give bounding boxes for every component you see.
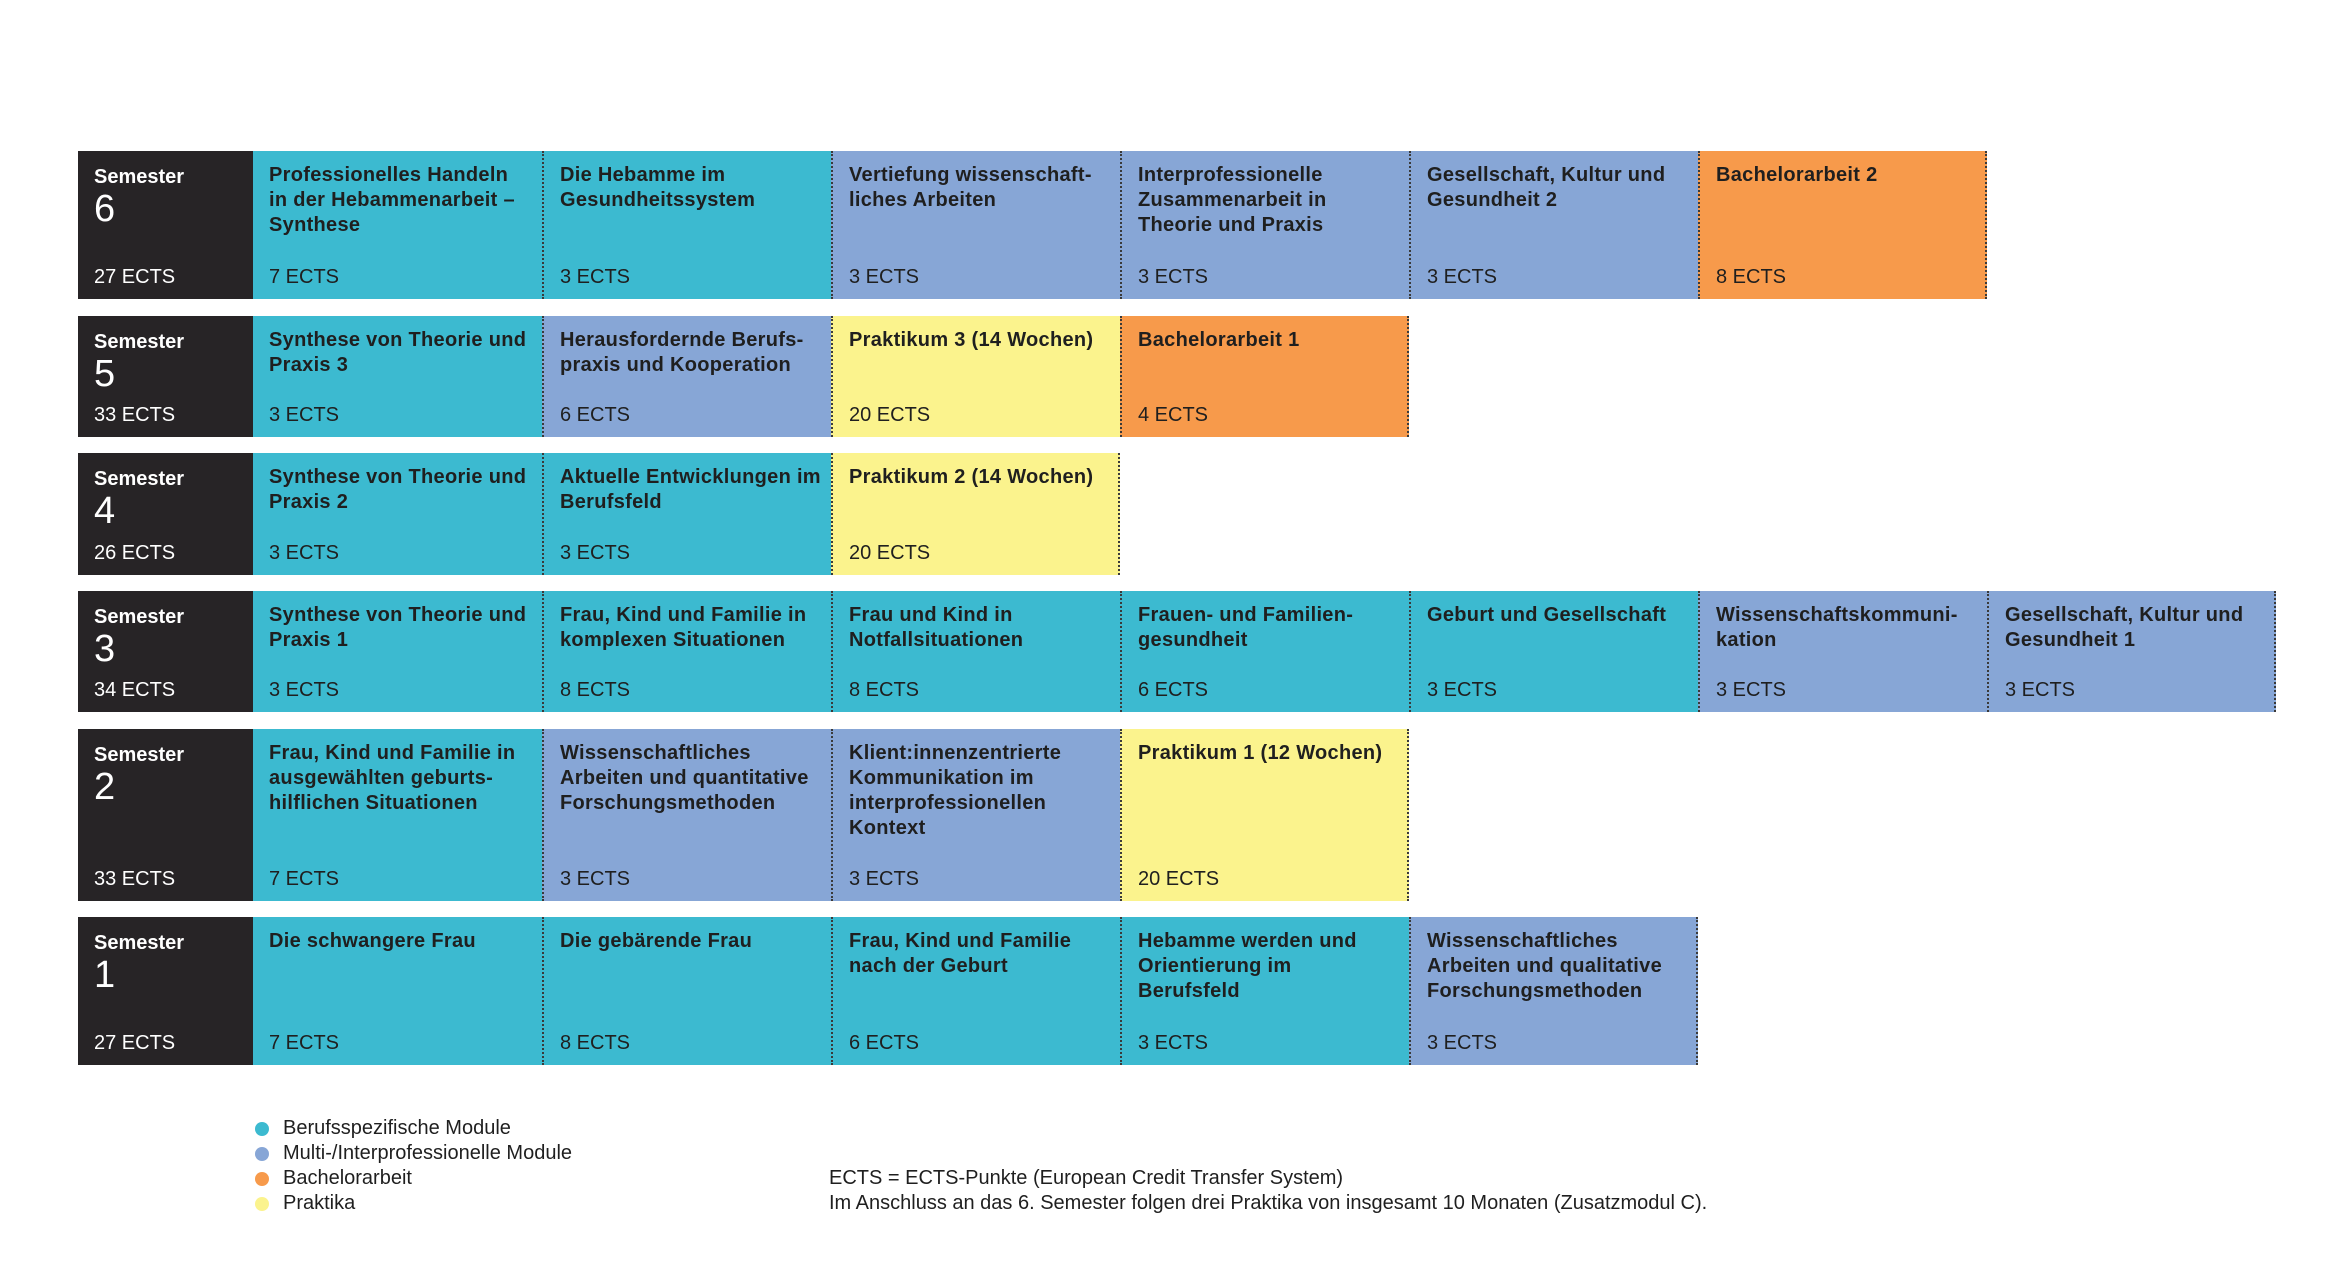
semester-label: Semester <box>94 468 185 490</box>
semester-header <box>78 591 253 712</box>
module-cell <box>1987 591 2276 712</box>
module-cell <box>253 316 542 437</box>
module-ects: 3 ECTS <box>560 868 631 890</box>
module-ects: 3 ECTS <box>2005 679 2076 701</box>
module-cell <box>542 591 831 712</box>
semester-row-1 <box>78 917 1698 1065</box>
legend-label: Praktika <box>283 1192 356 1214</box>
module-cell <box>253 453 542 575</box>
module-cell <box>831 729 1120 901</box>
module-cell <box>831 453 1120 575</box>
module-cell <box>542 917 831 1065</box>
module-title: Wissenschaftskommuni-kation <box>1716 604 1958 651</box>
module-cell <box>253 591 542 712</box>
module-cell <box>831 591 1120 712</box>
module-ects: 8 ECTS <box>849 679 920 701</box>
module-ects: 6 ECTS <box>849 1032 920 1054</box>
semester-row-6 <box>78 151 1987 299</box>
module-cell <box>542 151 831 299</box>
module-cell <box>831 316 1120 437</box>
module-ects: 3 ECTS <box>1138 266 1209 288</box>
module-title: Frauen- und Familien-gesundheit <box>1138 604 1354 651</box>
module-ects: 7 ECTS <box>269 266 340 288</box>
module-ects: 3 ECTS <box>1716 679 1787 701</box>
module-ects: 8 ECTS <box>560 1032 631 1054</box>
module-title: Die schwangere Frau <box>269 930 476 952</box>
module-ects: 3 ECTS <box>560 542 631 564</box>
module-cell <box>542 729 831 901</box>
module-ects: 3 ECTS <box>269 404 340 426</box>
module-cell <box>1409 591 1698 712</box>
semester-header <box>78 917 253 1065</box>
module-title: Die Hebamme im Gesundheitssystem <box>560 164 756 211</box>
semester-label: Semester <box>94 744 185 766</box>
footnote <box>829 1166 1707 1216</box>
semester-header <box>78 316 253 437</box>
module-ects: 6 ECTS <box>560 404 631 426</box>
module-ects: 3 ECTS <box>849 868 920 890</box>
semester-row-3 <box>78 591 2276 712</box>
module-cell <box>1409 151 1698 299</box>
legend-label: Berufsspezifische Module <box>283 1117 511 1139</box>
module-title: Aktuelle Entwicklungen im Berufsfeld <box>560 466 821 513</box>
module-title: Wissenschaftliches Arbeiten und qualitative Forschungsmethoden <box>1427 930 1663 1002</box>
legend-item-berufsspezifisch <box>255 1116 572 1141</box>
module-cell <box>1120 917 1409 1065</box>
module-ects: 3 ECTS <box>1427 679 1498 701</box>
legend-dot-icon <box>255 1172 269 1186</box>
module-title: Hebamme werden und Orientierung im Berufsfeld <box>1138 930 1357 1002</box>
module-title: Wissenschaftliches Arbeiten und quantitative Forschungsmethoden <box>560 742 809 814</box>
semester-label: Semester <box>94 331 185 353</box>
module-title: Frau, Kind und Familie nach der Geburt <box>849 930 1072 977</box>
module-title: Klient:innenzentrierte Kommunikation im interprofessionellen Kontext <box>849 742 1062 839</box>
semester-label: Semester <box>94 166 185 188</box>
module-cell <box>1698 151 1987 299</box>
module-title: Interprofessionelle Zusammenarbeit in Theorie und Praxis <box>1138 164 1327 236</box>
semester-ects: 26 ECTS <box>94 542 176 564</box>
semester-number: 4 <box>94 490 116 532</box>
module-ects: 20 ECTS <box>1138 868 1220 890</box>
module-ects: 4 ECTS <box>1138 404 1209 426</box>
semester-ects: 27 ECTS <box>94 1032 176 1054</box>
semester-number: 3 <box>94 628 116 670</box>
semester-label: Semester <box>94 932 185 954</box>
module-ects: 20 ECTS <box>849 542 931 564</box>
module-title: Gesellschaft, Kultur und Gesundheit 2 <box>1427 164 1666 211</box>
semester-row-5 <box>78 316 1409 437</box>
semester-number: 2 <box>94 766 116 808</box>
semester-ects: 33 ECTS <box>94 868 176 890</box>
module-ects: 3 ECTS <box>269 679 340 701</box>
module-title: Vertiefung wissenschaft-liches Arbeiten <box>849 164 1092 211</box>
module-title: Frau, Kind und Familie in komplexen Situationen <box>560 604 807 651</box>
module-cell <box>1120 729 1409 901</box>
semester-ects: 34 ECTS <box>94 679 176 701</box>
module-title: Praktikum 3 (14 Wochen) <box>849 329 1094 351</box>
module-ects: 3 ECTS <box>1427 266 1498 288</box>
module-cell <box>542 453 831 575</box>
semester-header <box>78 729 253 901</box>
module-cell <box>253 917 542 1065</box>
module-title: Geburt und Gesellschaft <box>1427 604 1667 626</box>
module-ects: 6 ECTS <box>1138 679 1209 701</box>
module-title: Professionelles Handeln in der Hebammenarbeit – Synthese <box>269 164 515 236</box>
module-title: Bachelorarbeit 2 <box>1716 164 1878 186</box>
module-title: Herausfordernde Berufs-praxis und Kooperation <box>560 329 804 376</box>
module-cell <box>253 729 542 901</box>
legend-dot-icon <box>255 1122 269 1136</box>
semester-label: Semester <box>94 606 185 628</box>
legend <box>255 1116 572 1216</box>
semester-header <box>78 151 253 299</box>
legend-dot-icon <box>255 1197 269 1211</box>
module-cell <box>1120 151 1409 299</box>
semester-number: 1 <box>94 954 116 996</box>
module-cell <box>253 151 542 299</box>
module-cell <box>1120 591 1409 712</box>
module-title: Praktikum 2 (14 Wochen) <box>849 466 1094 488</box>
module-title: Synthese von Theorie und Praxis 3 <box>269 329 527 376</box>
module-title: Synthese von Theorie und Praxis 1 <box>269 604 527 651</box>
module-cell <box>1120 316 1409 437</box>
module-ects: 8 ECTS <box>1716 266 1787 288</box>
module-cell <box>831 917 1120 1065</box>
legend-item-bachelor <box>255 1166 572 1191</box>
semester-row-4 <box>78 453 1120 575</box>
module-title: Frau und Kind in Notfallsituationen <box>849 604 1024 651</box>
legend-label: Multi-/Interprofessionelle Module <box>283 1142 573 1164</box>
semester-ects: 27 ECTS <box>94 266 176 288</box>
module-title: Synthese von Theorie und Praxis 2 <box>269 466 527 513</box>
semester-ects: 33 ECTS <box>94 404 176 426</box>
module-title: Frau, Kind und Familie in ausgewählten geburts-hilflichen Situationen <box>269 742 516 814</box>
module-title: Bachelorarbeit 1 <box>1138 329 1300 351</box>
legend-dot-icon <box>255 1147 269 1161</box>
module-cell <box>1698 591 1987 712</box>
semester-number: 5 <box>94 353 116 395</box>
module-ects: 3 ECTS <box>849 266 920 288</box>
footnote-ects-definition: ECTS = ECTS-Punkte (European Credit Transfer System) <box>829 1167 1344 1189</box>
module-ects: 3 ECTS <box>560 266 631 288</box>
legend-item-praktika <box>255 1191 572 1216</box>
legend-item-interprofessionell <box>255 1141 572 1166</box>
module-ects: 8 ECTS <box>560 679 631 701</box>
module-ects: 20 ECTS <box>849 404 931 426</box>
module-cell <box>1409 917 1698 1065</box>
module-ects: 3 ECTS <box>1138 1032 1209 1054</box>
module-title: Praktikum 1 (12 Wochen) <box>1138 742 1383 764</box>
semester-row-2 <box>78 729 1409 901</box>
module-title: Gesellschaft, Kultur und Gesundheit 1 <box>2005 604 2244 651</box>
module-ects: 7 ECTS <box>269 868 340 890</box>
footnote-praktika-info: Im Anschluss an das 6. Semester folgen drei Praktika von insgesamt 10 Monaten (Zusatzmodul C). <box>829 1192 1708 1214</box>
module-ects: 3 ECTS <box>1427 1032 1498 1054</box>
module-cell <box>831 151 1120 299</box>
module-ects: 7 ECTS <box>269 1032 340 1054</box>
module-cell <box>542 316 831 437</box>
module-title: Die gebärende Frau <box>560 930 753 952</box>
module-ects: 3 ECTS <box>269 542 340 564</box>
semester-header <box>78 453 253 575</box>
legend-label: Bachelorarbeit <box>283 1167 412 1189</box>
semester-number: 6 <box>94 188 116 230</box>
